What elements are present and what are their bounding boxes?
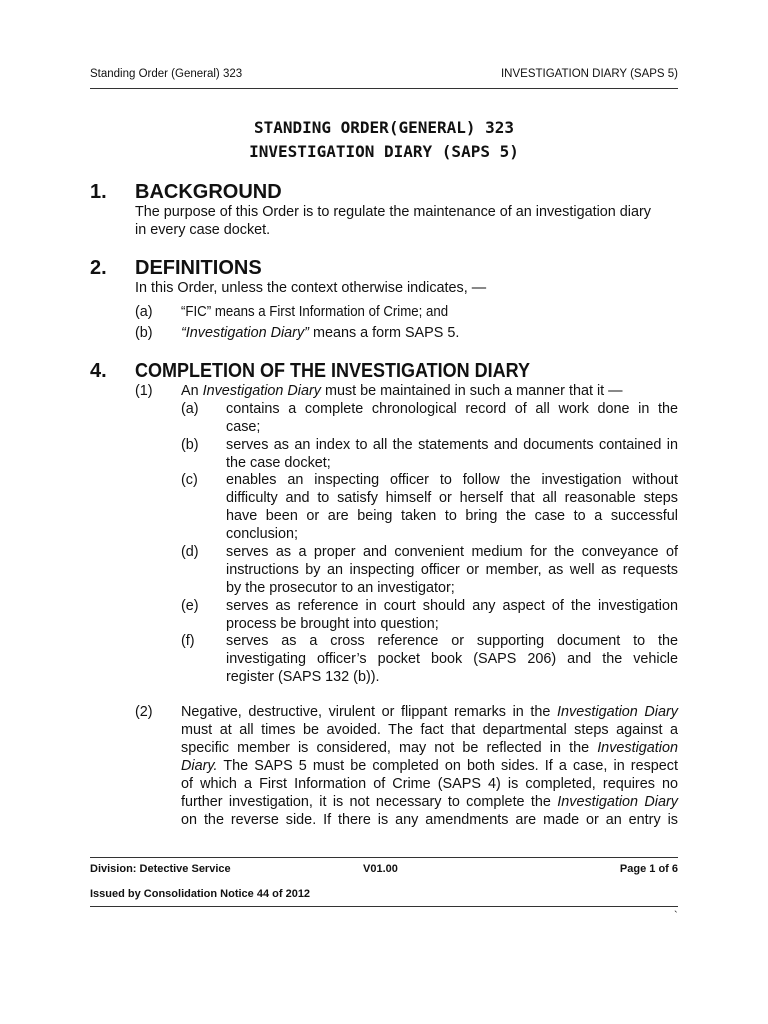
definition-term: “FIC” [181, 304, 212, 320]
paragraph-2-line: of which a First Information of Crime (SAPS 4) is completed, requires no [181, 776, 678, 792]
item-label: (f) [181, 633, 195, 649]
footer-page-number: Page 1 of 6 [619, 863, 678, 875]
lead-text: An [181, 383, 203, 399]
item-line: have been or are being taken to bring the case to a successful [226, 508, 678, 524]
item-line: difficulty and to satisfy himself or herself that all reasonable steps [226, 490, 678, 506]
item-line: serves as reference in court should any aspect of the investigation [226, 598, 678, 614]
section-4-heading: COMPLETION OF THE INVESTIGATION DIARY [135, 360, 531, 382]
paragraph-2-line: on the reverse side. If there is any amendments are made or an entry is [181, 812, 678, 828]
header-left: Standing Order (General) 323 [90, 68, 243, 80]
section-1-number: 1. [90, 181, 107, 203]
item-line: serves as a cross reference or supporting document to the [226, 633, 678, 649]
item-line: serves as an index to all the statements and documents contained in [226, 437, 678, 453]
item-line: contains a complete chronological record of all work done in the [226, 401, 678, 417]
item-line: conclusion; [226, 526, 298, 542]
line-text: The SAPS 5 must be completed on both sides. If a case, in respect [217, 758, 678, 774]
item-label: (c) [181, 472, 198, 488]
line-text: further investigation, it is not necessary to complete the [181, 794, 558, 810]
footer-mark: ` [674, 910, 678, 922]
definition-term: “Investigation Diary” [181, 325, 309, 341]
section-1-heading: BACKGROUND [135, 181, 282, 203]
title-line-2: INVESTIGATION DIARY (SAPS 5) [249, 142, 519, 161]
paragraph-2-line [181, 757, 678, 775]
definition-text: means a First Information of Crime; and [211, 304, 449, 320]
item-label: (d) [181, 544, 199, 560]
line-term: Diary. [181, 758, 218, 774]
footer-issued: Issued by Consolidation Notice 44 of 2012 [90, 888, 311, 900]
line-term: Investigation [597, 740, 678, 756]
lead-text: must be maintained in such a manner that it — [321, 383, 623, 399]
section-1-body-line: The purpose of this Order is to regulate the maintenance of an investigation diary [135, 204, 651, 220]
item-label: (e) [181, 598, 199, 614]
lead-term: Investigation Diary [202, 383, 321, 399]
definition-item [181, 303, 471, 321]
item-line: investigating officer’s pocket book (SAPS 206) and the vehicle [226, 651, 678, 667]
section-1-body-line: in every case docket. [135, 222, 271, 238]
definition-label: (b) [135, 325, 153, 341]
footer-rule-bottom [90, 906, 678, 907]
line-term: Investigation Diary [557, 704, 678, 720]
section-4-number: 4. [90, 360, 107, 382]
item-label: (a) [181, 401, 199, 417]
paragraph-2-line: must at all times be avoided. The fact that departmental steps against a [181, 722, 678, 738]
paragraph-2-line [181, 703, 678, 721]
paragraph-label: (2) [135, 704, 153, 720]
item-line: instructions by an inspecting officer or member, as well as requests [226, 562, 678, 578]
item-line: enables an inspecting officer to follow the investigation without [226, 472, 678, 488]
footer-division: Division: Detective Service [90, 863, 231, 875]
item-line: register (SAPS 132 (b)). [226, 669, 380, 685]
item-label: (b) [181, 437, 199, 453]
paragraph-2-line [181, 739, 678, 757]
definition-label: (a) [135, 304, 153, 320]
title-line-1: STANDING ORDER(GENERAL) 323 [253, 118, 515, 137]
running-header [90, 68, 678, 84]
item-line: case; [226, 419, 261, 435]
definition-item [181, 324, 459, 342]
definition-text: means a form SAPS 5. [308, 325, 460, 341]
footer-rule-top [90, 857, 678, 858]
item-line: serves as a proper and convenient medium for the conveyance of [226, 544, 678, 560]
section-2-number: 2. [90, 257, 107, 279]
item-line: by the prosecutor to an investigator; [226, 580, 455, 596]
line-term: Investigation Diary [557, 794, 678, 810]
item-line: process be brought into question; [226, 616, 439, 632]
line-text: Negative, destructive, virulent or flippant remarks in the [181, 704, 557, 720]
header-right: INVESTIGATION DIARY (SAPS 5) [500, 68, 678, 80]
footer-version: V01.00 [363, 863, 398, 875]
section-2-heading: DEFINITIONS [135, 257, 262, 279]
paragraph-label: (1) [135, 383, 153, 399]
line-text: specific member is considered, may not be reflected in the [181, 740, 598, 756]
item-line: the case docket; [226, 455, 331, 471]
paragraph-2-line [181, 793, 678, 811]
header-rule [90, 88, 678, 89]
section-2-intro: In this Order, unless the context otherwise indicates, — [135, 280, 487, 296]
paragraph-1-lead [181, 382, 623, 400]
